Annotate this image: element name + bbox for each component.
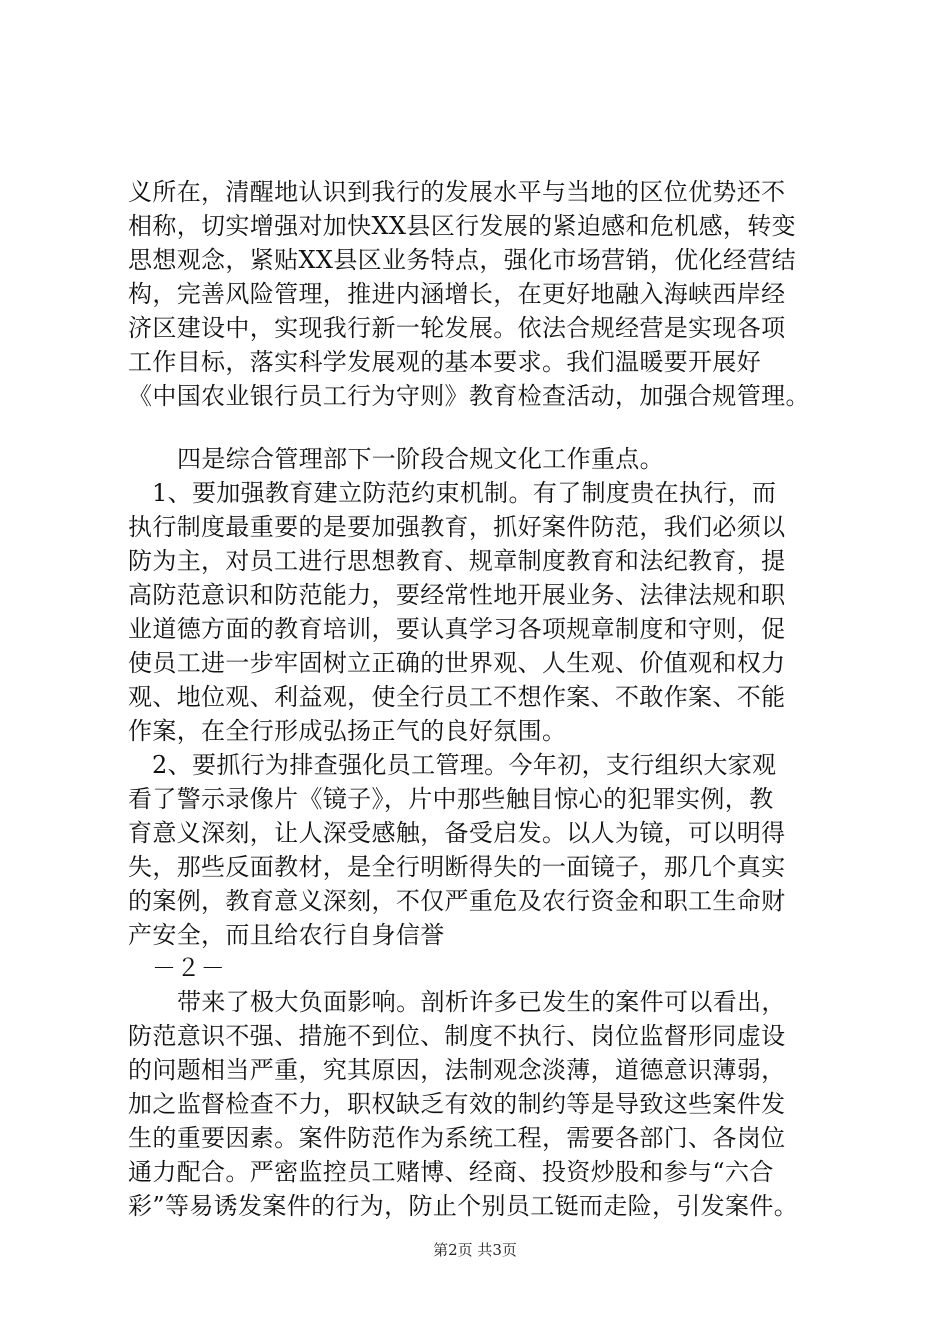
body-line: 加之监督检查不力，职权缺乏有效的制约等是导致这些案件发 (128, 1090, 786, 1118)
body-line: 济区建设中，实现我行新一轮发展。依法合规经营是实现各项 (128, 314, 786, 342)
body-line: 使员工进一步牢固树立正确的世界观、人生观、价值观和权力 (128, 649, 786, 677)
body-line: 执行制度最重要的是要加强教育，抓好案件防范，我们必须以 (128, 513, 786, 541)
body-line: 通力配合。严密监控员工赌博、经商、投资炒股和参与“六合 (128, 1158, 774, 1186)
body-line: 看了警示录像片《镜子》，片中那些触目惊心的犯罪实例，教 (128, 785, 774, 813)
body-line: 高防范意识和防范能力，要经常性地开展业务、法律法规和职 (128, 581, 786, 609)
paragraph-start: 带来了极大负面影响。剖析许多已发生的案件可以看出， (177, 988, 786, 1016)
body-line: 《中国农业银行员工行为守则》教育检查活动，加强合规管理。 (128, 382, 810, 410)
body-line: 失，那些反面教材，是全行明断得失的一面镜子，那几个真实 (128, 853, 786, 881)
body-line: 相称，切实增强对加快XX县区行发展的紧迫感和危机感，转变 (128, 212, 796, 240)
body-line: 的问题相当严重，究其原因，法制观念淡薄，道德意识薄弱， (128, 1056, 786, 1084)
body-line: 彩”等易诱发案件的行为，防止个别员工铤而走险，引发案件。 (128, 1192, 799, 1220)
body-line: 育意义深刻，让人深受感触，备受启发。以人为镜，可以明得 (128, 819, 786, 847)
section-heading: 四是综合管理部下一阶段合规文化工作重点。 (177, 445, 664, 473)
body-line: 产安全，而且给农行自身信誉 (128, 921, 445, 949)
page-footer: 第2页 共3页 (433, 1241, 517, 1259)
paragraph-start: 1、要加强教育建立防范约束机制。有了制度贵在执行，而 (152, 479, 777, 507)
body-line: 防为主，对员工进行思想教育、规章制度教育和法纪教育，提 (128, 547, 786, 575)
body-line: 作案，在全行形成弘扬正气的良好氛围。 (128, 717, 567, 745)
body-line: 思想观念，紧贴XX县区业务特点，强化市场营销，优化经营结 (128, 246, 796, 274)
body-line: 的案例，教育意义深刻，不仅严重危及农行资金和职工生命财 (128, 887, 786, 915)
inline-page-number: －２－ (152, 954, 226, 982)
body-line: 业道德方面的教育培训，要认真学习各项规章制度和守则，促 (128, 615, 786, 643)
body-line: 观、地位观、利益观，使全行员工不想作案、不敢作案、不能 (128, 683, 786, 711)
body-line: 生的重要因素。案件防范作为系统工程，需要各部门、各岗位 (128, 1124, 786, 1152)
body-line: 义所在，清醒地认识到我行的发展水平与当地的区位优势还不 (128, 178, 786, 206)
body-line: 构，完善风险管理，推进内涵增长，在更好地融入海峡西岸经 (128, 280, 786, 308)
paragraph-start: 2、要抓行为排查强化员工管理。今年初，支行组织大家观 (152, 751, 777, 779)
body-line: 防范意识不强、措施不到位、制度不执行、岗位监督形同虚设 (128, 1022, 786, 1050)
body-line: 工作目标，落实科学发展观的基本要求。我们温暖要开展好 (128, 348, 762, 376)
